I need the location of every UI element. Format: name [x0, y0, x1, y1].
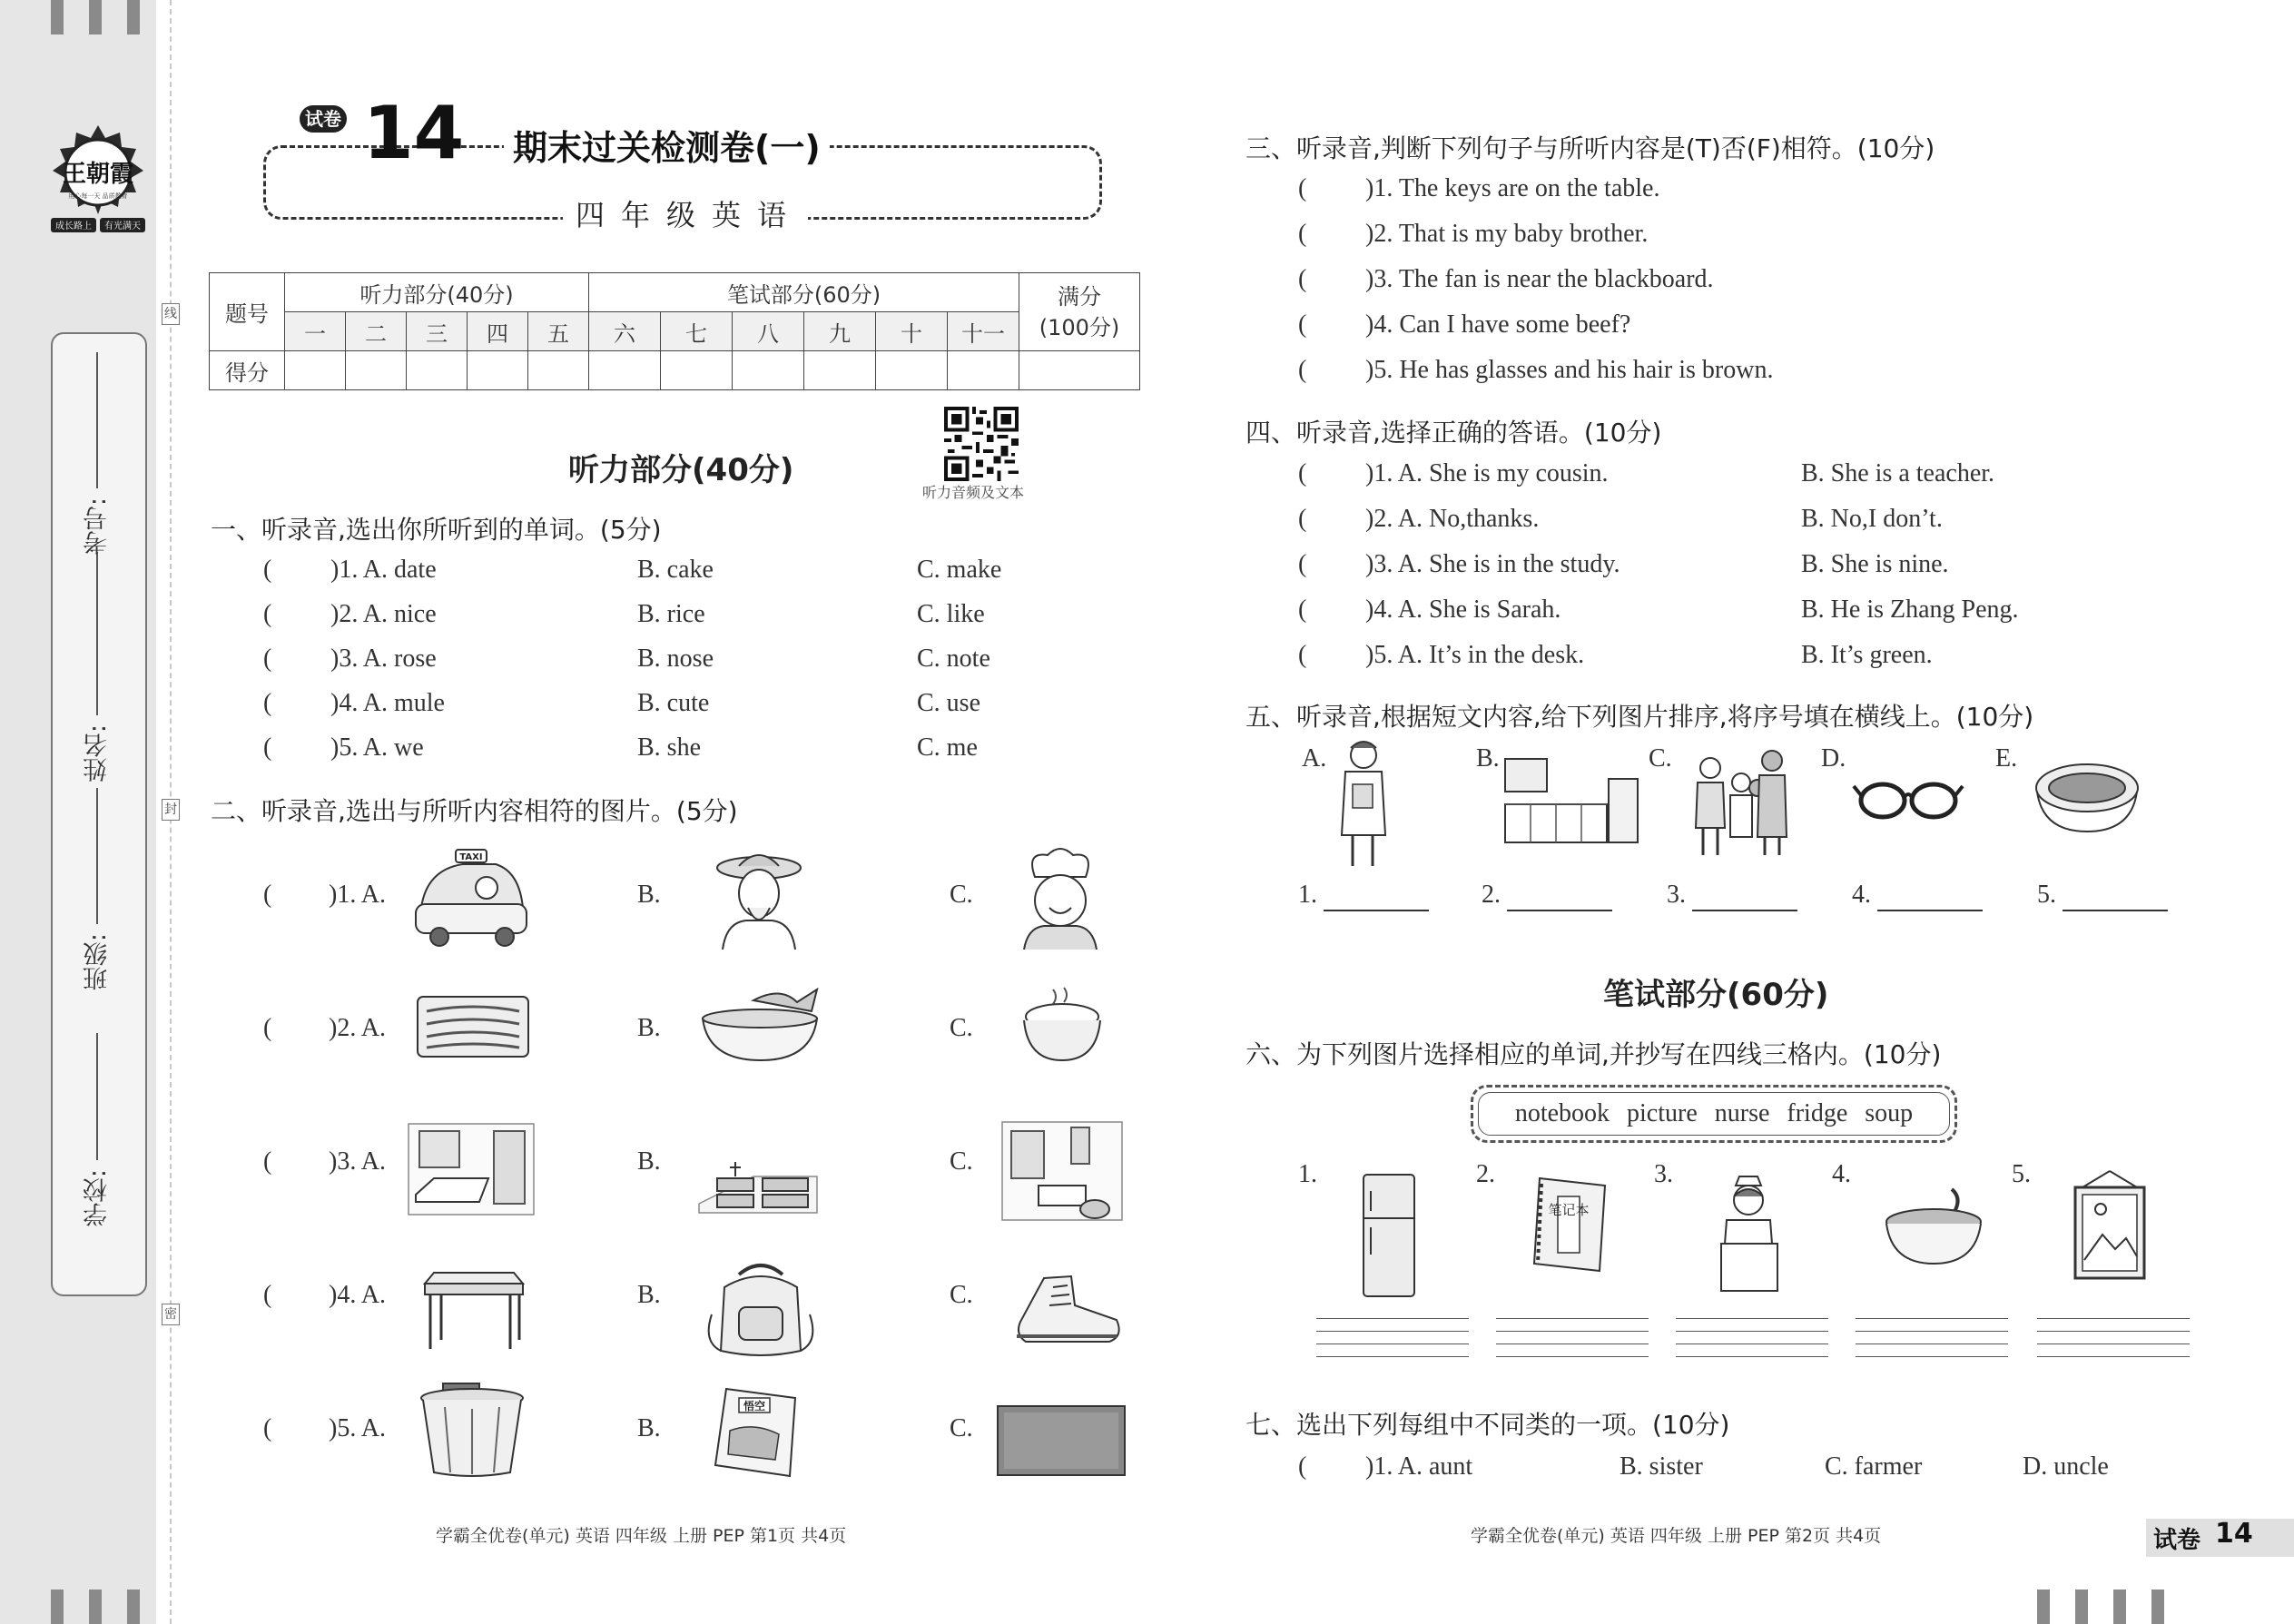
- listening-title: 听力部分(40分): [568, 452, 794, 488]
- option-b: B.: [637, 1147, 661, 1176]
- option-a: )1. A. date: [330, 556, 437, 584]
- family-picture: [1687, 746, 1796, 859]
- statement: )4. Can I have some beef?: [1365, 310, 1631, 339]
- logo-text: 王朝霞: [62, 161, 134, 188]
- answer-paren[interactable]: (: [1298, 550, 1307, 578]
- cut-mark: 密: [162, 1304, 180, 1325]
- score-table: [209, 272, 1140, 390]
- answer-paren[interactable]: (: [263, 1014, 272, 1042]
- option-a: )1. A. She is my cousin.: [1365, 459, 1609, 487]
- pic-label: D.: [1821, 744, 1846, 773]
- option-b: B. It’s green.: [1801, 641, 1933, 669]
- fridge-picture: [1360, 1173, 1418, 1298]
- rice-bowl-picture: [1017, 984, 1108, 1066]
- binding-tick: [2037, 1590, 2050, 1624]
- class-label: 班级:: [84, 933, 112, 991]
- answer-paren[interactable]: (: [263, 733, 272, 762]
- option-b: B. cake: [637, 556, 714, 584]
- answer-paren[interactable]: (: [1298, 356, 1307, 384]
- qr-caption: 听力音频及文本: [922, 484, 1025, 501]
- notebook-cover-text: 笔记本: [1548, 1202, 1590, 1218]
- qr-code[interactable]: [944, 407, 1019, 481]
- binding-tick: [89, 0, 102, 34]
- answer-paren[interactable]: (: [263, 1414, 272, 1442]
- option-a: )5. A.: [329, 1414, 386, 1442]
- option-c: C. make: [917, 556, 1002, 584]
- table-header: 听力部分(40分): [285, 273, 589, 312]
- option-b: B.: [637, 1281, 661, 1309]
- score-cell[interactable]: [661, 351, 733, 390]
- option-b: B. nose: [637, 645, 714, 673]
- writing-lines[interactable]: [1856, 1318, 2008, 1369]
- section-heading: 六、为下列图片选择相应的单词,并抄写在四线三格内。(10分): [1245, 1039, 1942, 1069]
- option-b: B. cute: [637, 689, 710, 717]
- table-header: 笔试部分(60分): [589, 273, 1019, 312]
- score-cell[interactable]: [1019, 351, 1140, 390]
- table-col: 十: [876, 312, 948, 351]
- answer-paren[interactable]: (: [263, 1147, 272, 1176]
- pic-number: 4.: [1832, 1160, 1851, 1188]
- cut-mark: 线: [162, 303, 180, 325]
- option-a: )1. A.: [329, 881, 386, 909]
- answer-paren[interactable]: (: [1298, 265, 1307, 293]
- statement: )5. He has glasses and his hair is brown.: [1365, 356, 1774, 384]
- option-a: )3. A. She is in the study.: [1365, 550, 1620, 578]
- notebook-picture: [1531, 1175, 1612, 1275]
- option-c: C. like: [917, 600, 985, 628]
- answer-paren[interactable]: (: [263, 1281, 272, 1309]
- fish-fillet-picture: [414, 989, 532, 1062]
- option-b: B. she: [637, 733, 701, 762]
- blank-number: 1.: [1298, 881, 1317, 909]
- bathroom-picture: [999, 1118, 1126, 1224]
- score-cell[interactable]: [589, 351, 661, 390]
- storybook-picture: [708, 1385, 808, 1480]
- option-d: D. uncle: [2023, 1452, 2109, 1481]
- option-b: B. He is Zhang Peng.: [1801, 595, 2019, 624]
- exam-no-field[interactable]: [96, 352, 98, 488]
- statement: )2. That is my baby brother.: [1365, 220, 1649, 248]
- taxi-sign: TAXI: [459, 852, 483, 862]
- option-c: C.: [950, 1414, 973, 1442]
- option-b: B. sister: [1620, 1452, 1703, 1481]
- pic-number: 5.: [2012, 1160, 2031, 1188]
- answer-paren[interactable]: (: [1298, 1452, 1307, 1481]
- section-heading: 四、听录音,选择正确的答语。(10分): [1245, 418, 1662, 448]
- option-c: C. farmer: [1825, 1452, 1923, 1481]
- answer-paren[interactable]: (: [263, 600, 272, 628]
- binding-tick: [51, 1590, 64, 1624]
- study-room-picture: [690, 1122, 826, 1222]
- doctor-picture: [1334, 735, 1391, 871]
- desk-picture: [419, 1269, 528, 1351]
- answer-blank[interactable]: [2063, 910, 2168, 911]
- soup-bowl-picture: [1883, 1187, 1984, 1269]
- option-b: B.: [637, 881, 661, 909]
- exam-no-label: 考号:: [84, 497, 112, 556]
- answer-paren[interactable]: (: [263, 689, 272, 717]
- paper-title: 期末过关检测卷(一): [504, 120, 830, 170]
- table-header: [1019, 273, 1140, 351]
- page-badge-number: 14: [2215, 1518, 2253, 1550]
- nurse-picture: [1712, 1173, 1785, 1293]
- logo-motto: 用心每一天 品质教育: [68, 192, 128, 200]
- grade-subject: 四年级英语: [563, 192, 808, 234]
- table-col: 一: [285, 312, 346, 351]
- pic-label: B.: [1476, 744, 1500, 773]
- table-header: 题号: [210, 273, 285, 351]
- answer-paren[interactable]: (: [1298, 641, 1307, 669]
- logo-tagline: 成长路上: [55, 221, 92, 231]
- answer-blank[interactable]: [1324, 910, 1429, 911]
- score-cell[interactable]: [468, 351, 528, 390]
- writing-lines[interactable]: [1676, 1318, 1828, 1369]
- total-label: 满分: [1058, 283, 1101, 310]
- test-badge: 试卷: [300, 105, 347, 133]
- student-info-box: [51, 332, 147, 1296]
- writing-title: 笔试部分(60分): [1603, 977, 1829, 1013]
- score-cell[interactable]: [804, 351, 876, 390]
- option-c: C. note: [917, 645, 990, 673]
- table-col: 三: [407, 312, 468, 351]
- section-heading: 一、听录音,选出你所听到的单词。(5分): [211, 515, 662, 545]
- name-label: 姓名:: [84, 724, 112, 782]
- blank-number: 5.: [2037, 881, 2056, 909]
- option-c: C.: [950, 881, 973, 909]
- answer-paren[interactable]: (: [1298, 174, 1307, 202]
- publisher-logo: [47, 120, 149, 252]
- score-cell[interactable]: [876, 351, 948, 390]
- fish-soup-picture: [699, 982, 822, 1064]
- table-col: 二: [346, 312, 407, 351]
- table-col: 五: [528, 312, 589, 351]
- statement: )1. The keys are on the table.: [1365, 174, 1660, 202]
- blank-number: 3.: [1667, 881, 1686, 909]
- page-badge-label: 试卷: [2153, 1527, 2201, 1554]
- page-footer: 学霸全优卷(单元) 英语 四年级 上册 PEP 第1页 共4页: [436, 1526, 847, 1546]
- section-heading: 五、听录音,根据短文内容,给下列图片排序,将序号填在横线上。(10分): [1245, 702, 2034, 732]
- binding-tick: [127, 0, 140, 34]
- answer-blank[interactable]: [1507, 910, 1612, 911]
- school-label: 学校:: [84, 1169, 112, 1227]
- table-col: 十一: [948, 312, 1019, 351]
- logo-tagline: 有光满天: [104, 221, 141, 231]
- sneakers-picture: [1008, 1269, 1126, 1356]
- trash-can-picture: [416, 1382, 528, 1480]
- option-a: )2. A.: [329, 1014, 386, 1042]
- section-heading: 三、听录音,判断下列句子与所听内容是(T)否(F)相符。(10分): [1245, 133, 1935, 163]
- score-cell[interactable]: [285, 351, 346, 390]
- answer-paren[interactable]: (: [1298, 459, 1307, 487]
- binding-tick: [51, 0, 64, 34]
- writing-lines[interactable]: [1496, 1318, 1649, 1369]
- option-a: )5. A. It’s in the desk.: [1365, 641, 1585, 669]
- writing-lines[interactable]: [1316, 1318, 1469, 1369]
- option-a: )4. A.: [329, 1281, 386, 1309]
- taxi-driver-picture: [409, 844, 532, 950]
- picture-frame-picture: [2072, 1169, 2148, 1282]
- option-c: C.: [950, 1014, 973, 1042]
- answer-blank[interactable]: [1877, 910, 1983, 911]
- answer-blank[interactable]: [1692, 910, 1797, 911]
- test-number: 14: [363, 91, 465, 175]
- option-c: C. me: [917, 733, 978, 762]
- class-field[interactable]: [96, 788, 98, 924]
- option-a: )2. A. No,thanks.: [1365, 505, 1540, 533]
- backpack-picture: [703, 1260, 821, 1360]
- option-a: )3. A. rose: [330, 645, 437, 673]
- score-cell[interactable]: [407, 351, 468, 390]
- book-title: 悟空: [743, 1400, 766, 1412]
- answer-paren[interactable]: (: [263, 556, 272, 584]
- pic-label: E.: [1995, 744, 2018, 773]
- option-c: C.: [950, 1281, 973, 1309]
- answer-paren[interactable]: (: [263, 881, 272, 909]
- statement: )3. The fan is near the blackboard.: [1365, 265, 1714, 293]
- option-a: )4. A. mule: [330, 689, 445, 717]
- score-cell[interactable]: [346, 351, 407, 390]
- section-heading: 七、选出下列每组中不同类的一项。(10分): [1245, 1410, 1730, 1440]
- pic-number: 3.: [1654, 1160, 1673, 1188]
- table-col: 九: [804, 312, 876, 351]
- word-bank-words: notebook picture nurse fridge soup: [1478, 1092, 1950, 1136]
- binding-tick: [2075, 1590, 2088, 1624]
- option-b: B. No,I don’t.: [1801, 505, 1943, 533]
- glasses-picture: [1852, 777, 1964, 822]
- table-col: 四: [468, 312, 528, 351]
- pic-number: 2.: [1476, 1160, 1495, 1188]
- writing-lines[interactable]: [2037, 1318, 2190, 1369]
- answer-paren[interactable]: (: [1298, 310, 1307, 339]
- score-cell[interactable]: [948, 351, 1019, 390]
- section-heading: 二、听录音,选出与所听内容相符的图片。(5分): [211, 796, 738, 826]
- pic-number: 1.: [1298, 1160, 1317, 1188]
- binding-tick: [2151, 1590, 2164, 1624]
- score-cell[interactable]: [733, 351, 804, 390]
- option-b: B. She is a teacher.: [1801, 459, 1995, 487]
- option-b: B. She is nine.: [1801, 550, 1949, 578]
- option-b: B.: [637, 1014, 661, 1042]
- word-bank: [1471, 1085, 1957, 1143]
- option-b: B. rice: [637, 600, 705, 628]
- score-cell[interactable]: [528, 351, 589, 390]
- answer-paren[interactable]: (: [1298, 595, 1307, 624]
- option-c: C.: [950, 1147, 973, 1176]
- table-col: 八: [733, 312, 804, 351]
- kitchen-picture: [1501, 757, 1643, 844]
- option-a: )5. A. we: [330, 733, 424, 762]
- farmer-picture: [714, 844, 804, 950]
- binding-tick: [2113, 1590, 2126, 1624]
- binding-tick: [89, 1590, 102, 1624]
- option-a: )2. A. nice: [330, 600, 437, 628]
- answer-paren[interactable]: (: [1298, 220, 1307, 248]
- binding-tick: [127, 1590, 140, 1624]
- answer-paren[interactable]: (: [263, 645, 272, 673]
- cut-mark: 封: [162, 799, 180, 821]
- table-header: 得分: [210, 351, 285, 390]
- page-footer: 学霸全优卷(单元) 英语 四年级 上册 PEP 第2页 共4页: [1471, 1526, 1882, 1546]
- option-a: )3. A.: [329, 1147, 386, 1176]
- blank-number: 2.: [1482, 881, 1501, 909]
- school-field[interactable]: [96, 1033, 98, 1160]
- table-col: 六: [589, 312, 661, 351]
- option-c: C. use: [917, 689, 980, 717]
- pic-label: C.: [1649, 744, 1672, 773]
- bedroom-picture: [407, 1122, 536, 1216]
- option-b: B.: [637, 1414, 661, 1442]
- blackboard-picture: [997, 1405, 1126, 1476]
- blank-number: 4.: [1852, 881, 1871, 909]
- cook-picture: [1017, 844, 1104, 950]
- name-field[interactable]: [96, 552, 98, 715]
- option-a: )4. A. She is Sarah.: [1365, 595, 1561, 624]
- noodle-bowl-picture: [2033, 759, 2141, 835]
- total-value: (100分): [1039, 314, 1120, 340]
- option-a: )1. A. aunt: [1365, 1452, 1473, 1481]
- answer-paren[interactable]: (: [1298, 505, 1307, 533]
- pic-label: A.: [1302, 744, 1327, 773]
- table-col: 七: [661, 312, 733, 351]
